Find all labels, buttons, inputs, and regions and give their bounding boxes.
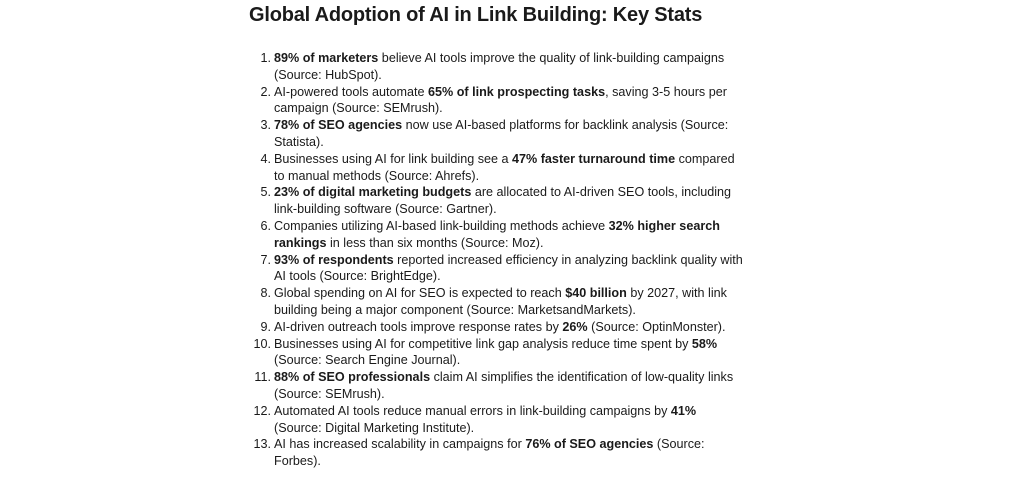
- list-item-number: 1.: [260, 51, 271, 65]
- list-item: [260, 50, 744, 84]
- list-item-text: (Source: Digital Marketing Institute).: [274, 420, 475, 435]
- list-item-text: are allocated to AI-driven SEO tools, including link-building software (Source: Gartner).: [274, 185, 732, 217]
- list-item: [260, 84, 744, 118]
- list-item-text: (Source: Search Engine Journal).: [274, 353, 461, 368]
- highlighted-stat: 89% of marketers: [274, 51, 379, 65]
- list-item-text: (Source: OptinMonster).: [587, 319, 726, 334]
- highlighted-stat: 47% faster turnaround time: [512, 151, 676, 166]
- highlighted-stat: 78% of SEO agencies: [274, 118, 403, 133]
- list-item-text: AI-driven outreach tools improve response rates by: [274, 319, 563, 334]
- highlighted-stat: 32% higher search rankings: [274, 218, 720, 250]
- list-item-text: Businesses using AI for competitive link gap analysis reduce time spent by: [274, 336, 692, 351]
- list-item: [260, 319, 744, 336]
- list-item-text: (Source: Forbes).: [274, 437, 705, 469]
- list-item: [260, 117, 744, 151]
- list-item-number: 2.: [260, 84, 271, 99]
- list-item: [260, 218, 744, 252]
- list-item-text: reported increased efficiency in analyzing backlink quality with AI tools (Source: BrightEdge).: [274, 252, 743, 284]
- list-item-text: compared to manual methods (Source: Ahrefs).: [274, 151, 735, 183]
- highlighted-stat: 23% of digital marketing budgets: [274, 185, 472, 200]
- highlighted-stat: 88% of SEO professionals: [274, 370, 431, 385]
- highlighted-stat: 58%: [691, 336, 718, 351]
- list-item-number: 11.: [254, 370, 271, 385]
- stats-list: [253, 50, 744, 470]
- list-item: [260, 285, 744, 319]
- list-item-text: AI-powered tools automate: [274, 84, 429, 99]
- list-item-number: 12.: [253, 403, 271, 418]
- list-item-number: 5.: [260, 185, 271, 200]
- list-item-text: Global spending on AI for SEO is expected to reach: [274, 286, 566, 301]
- list-item-number: 7.: [260, 252, 271, 267]
- list-item-number: 9.: [260, 319, 271, 334]
- list-item-text: believe AI tools improve the quality of link-building campaigns (Source: HubSpot).: [274, 51, 725, 82]
- list-item-number: 10.: [253, 336, 271, 351]
- list-item: [260, 184, 744, 218]
- highlighted-stat: 76% of SEO agencies: [525, 437, 654, 452]
- list-item-text: by 2027, with link building being a major component (Source: MarketsandMarkets).: [274, 286, 727, 317]
- page-title: Global Adoption of AI in Link Building: Key Stats: [249, 4, 703, 26]
- highlighted-stat: 65% of link prospecting tasks: [428, 84, 606, 99]
- list-item-text: now use AI-based platforms for backlink analysis (Source: Statista).: [274, 118, 729, 149]
- document-page: [233, 0, 793, 504]
- list-item: [260, 151, 744, 185]
- highlighted-stat: 93% of respondents: [274, 252, 394, 267]
- list-item: [253, 403, 744, 437]
- list-item-number: 3.: [260, 118, 271, 133]
- list-item-number: 13.: [253, 437, 271, 452]
- list-item: [260, 252, 744, 286]
- list-item-text: Businesses using AI for link building see a: [274, 151, 513, 166]
- list-item-number: 8.: [260, 286, 271, 301]
- list-item-text: in less than six months (Source: Moz).: [326, 235, 544, 250]
- highlighted-stat: $40 billion: [565, 286, 627, 301]
- list-item: [253, 436, 744, 470]
- list-item-text: claim AI simplifies the identification of low-quality links (Source: SEMrush).: [274, 370, 734, 401]
- list-item-text: Companies utilizing AI-based link-building methods achieve: [274, 218, 609, 233]
- list-item-number: 6.: [260, 218, 271, 233]
- highlighted-stat: 41%: [670, 403, 697, 418]
- list-item: [253, 336, 744, 370]
- list-item-text: , saving 3-5 hours per campaign (Source: SEMrush).: [274, 84, 727, 116]
- list-item: [254, 369, 744, 403]
- list-item-number: 4.: [260, 151, 271, 166]
- list-item-text: AI has increased scalability in campaigns for: [274, 437, 526, 452]
- list-item-text: Automated AI tools reduce manual errors in link-building campaigns by: [274, 403, 671, 418]
- highlighted-stat: 26%: [562, 319, 588, 334]
